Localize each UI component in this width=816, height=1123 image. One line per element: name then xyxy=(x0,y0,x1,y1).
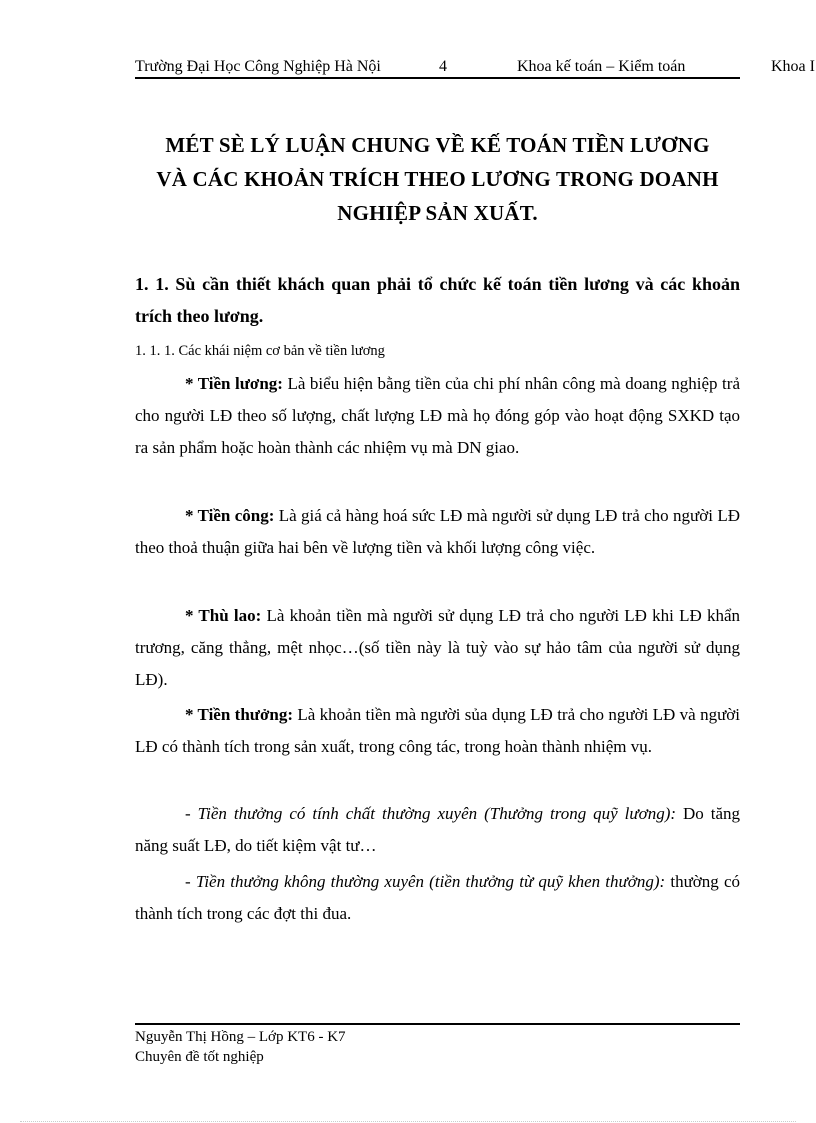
footer-author: Nguyễn Thị Hồng – Lớp KT6 - K7 xyxy=(135,1029,346,1045)
document-title xyxy=(135,128,740,230)
page-footer xyxy=(135,1027,346,1067)
paragraph-tien-thuong xyxy=(135,699,740,763)
header-department-cut: Khoa I xyxy=(771,58,815,75)
page-edge-dotted-line xyxy=(20,1121,796,1122)
paragraph-thu-lao xyxy=(135,600,740,696)
text-thuong-xuyen: Do tăng năng suất LĐ, do tiết kiệm vật tư… xyxy=(135,804,740,855)
footer-doc-type: Chuyên đề tốt nghiệp xyxy=(135,1049,264,1065)
header-rule xyxy=(135,77,740,79)
text-tien-cong: Là giá cả hàng hoá sức LĐ mà người sử dụng LĐ trả cho người LĐ theo thoả thuận giữa hai bên về lượng tiền và khối lượng công việc. xyxy=(135,506,740,557)
text-tien-luong: Là biểu hiện bằng tiền của chi phí nhân công mà doang nghiệp trả cho người LĐ theo số lượng, chất lượng LĐ mà họ đóng góp vào hoạt động SXKD tạo ra sản phẩm hoặc hoàn thành các nhiệm vụ mà DN giao. xyxy=(135,374,740,457)
subsection-heading: 1. 1. 1. Các khái niệm cơ bản về tiền lương xyxy=(135,343,385,359)
footer-rule xyxy=(135,1023,740,1025)
text-khong-thuong-xuyen: thường có thành tích trong các đợt thi đua. xyxy=(135,872,740,923)
header-school: Trường Đại Học Công Nghiệp Hà Nội xyxy=(135,58,381,75)
term-tien-thuong: * Tiền thưởng: xyxy=(185,705,294,724)
page-header xyxy=(135,56,816,78)
title-line-3: NGHIỆP SẢN XUẤT. xyxy=(337,201,538,225)
header-department: Khoa kế toán – Kiểm toán xyxy=(517,58,686,75)
section-heading: 1. 1. Sù cần thiết khách quan phải tổ chức kế toán tiền lương và các khoản trích theo lương. xyxy=(135,274,740,326)
italic-khong-thuong-xuyen: - Tiền thưởng không thường xuyên (tiền thưởng từ quỹ khen thưởng): xyxy=(185,872,666,891)
term-tien-luong: * Tiền lương: xyxy=(185,374,283,393)
term-thu-lao: * Thù lao: xyxy=(185,606,262,625)
text-tien-thuong: Là khoản tiền mà người sủa dụng LĐ trả cho người LĐ và người LĐ có thành tích trong sản xuất, trong công tác, trong hoàn thành nhiệm vụ. xyxy=(135,705,740,756)
title-line-2: VÀ CÁC KHOẢN TRÍCH THEO LƯƠNG TRONG DOANH xyxy=(156,167,719,191)
italic-thuong-xuyen: - Tiền thưởng có tính chất thường xuyên (Thưởng trong quỹ lương): xyxy=(185,804,677,823)
header-page-number: 4 xyxy=(439,58,447,75)
paragraph-tien-cong xyxy=(135,500,740,564)
text-thu-lao: Là khoản tiền mà người sử dụng LĐ trả cho người LĐ khi LĐ khẩn trương, căng thẳng, mệt nhọc…(số tiền này là tuỳ vào sự hảo tâm của người sử dụng LĐ). xyxy=(135,606,740,689)
paragraph-tien-luong xyxy=(135,368,740,464)
title-line-1: MÉT SÈ LÝ LUẬN CHUNG VỀ KẾ TOÁN TIỀN LƯƠNG xyxy=(165,133,710,157)
term-tien-cong: * Tiền công: xyxy=(185,506,275,525)
paragraph-khong-thuong-xuyen xyxy=(135,866,740,930)
paragraph-thuong-xuyen xyxy=(135,798,740,862)
